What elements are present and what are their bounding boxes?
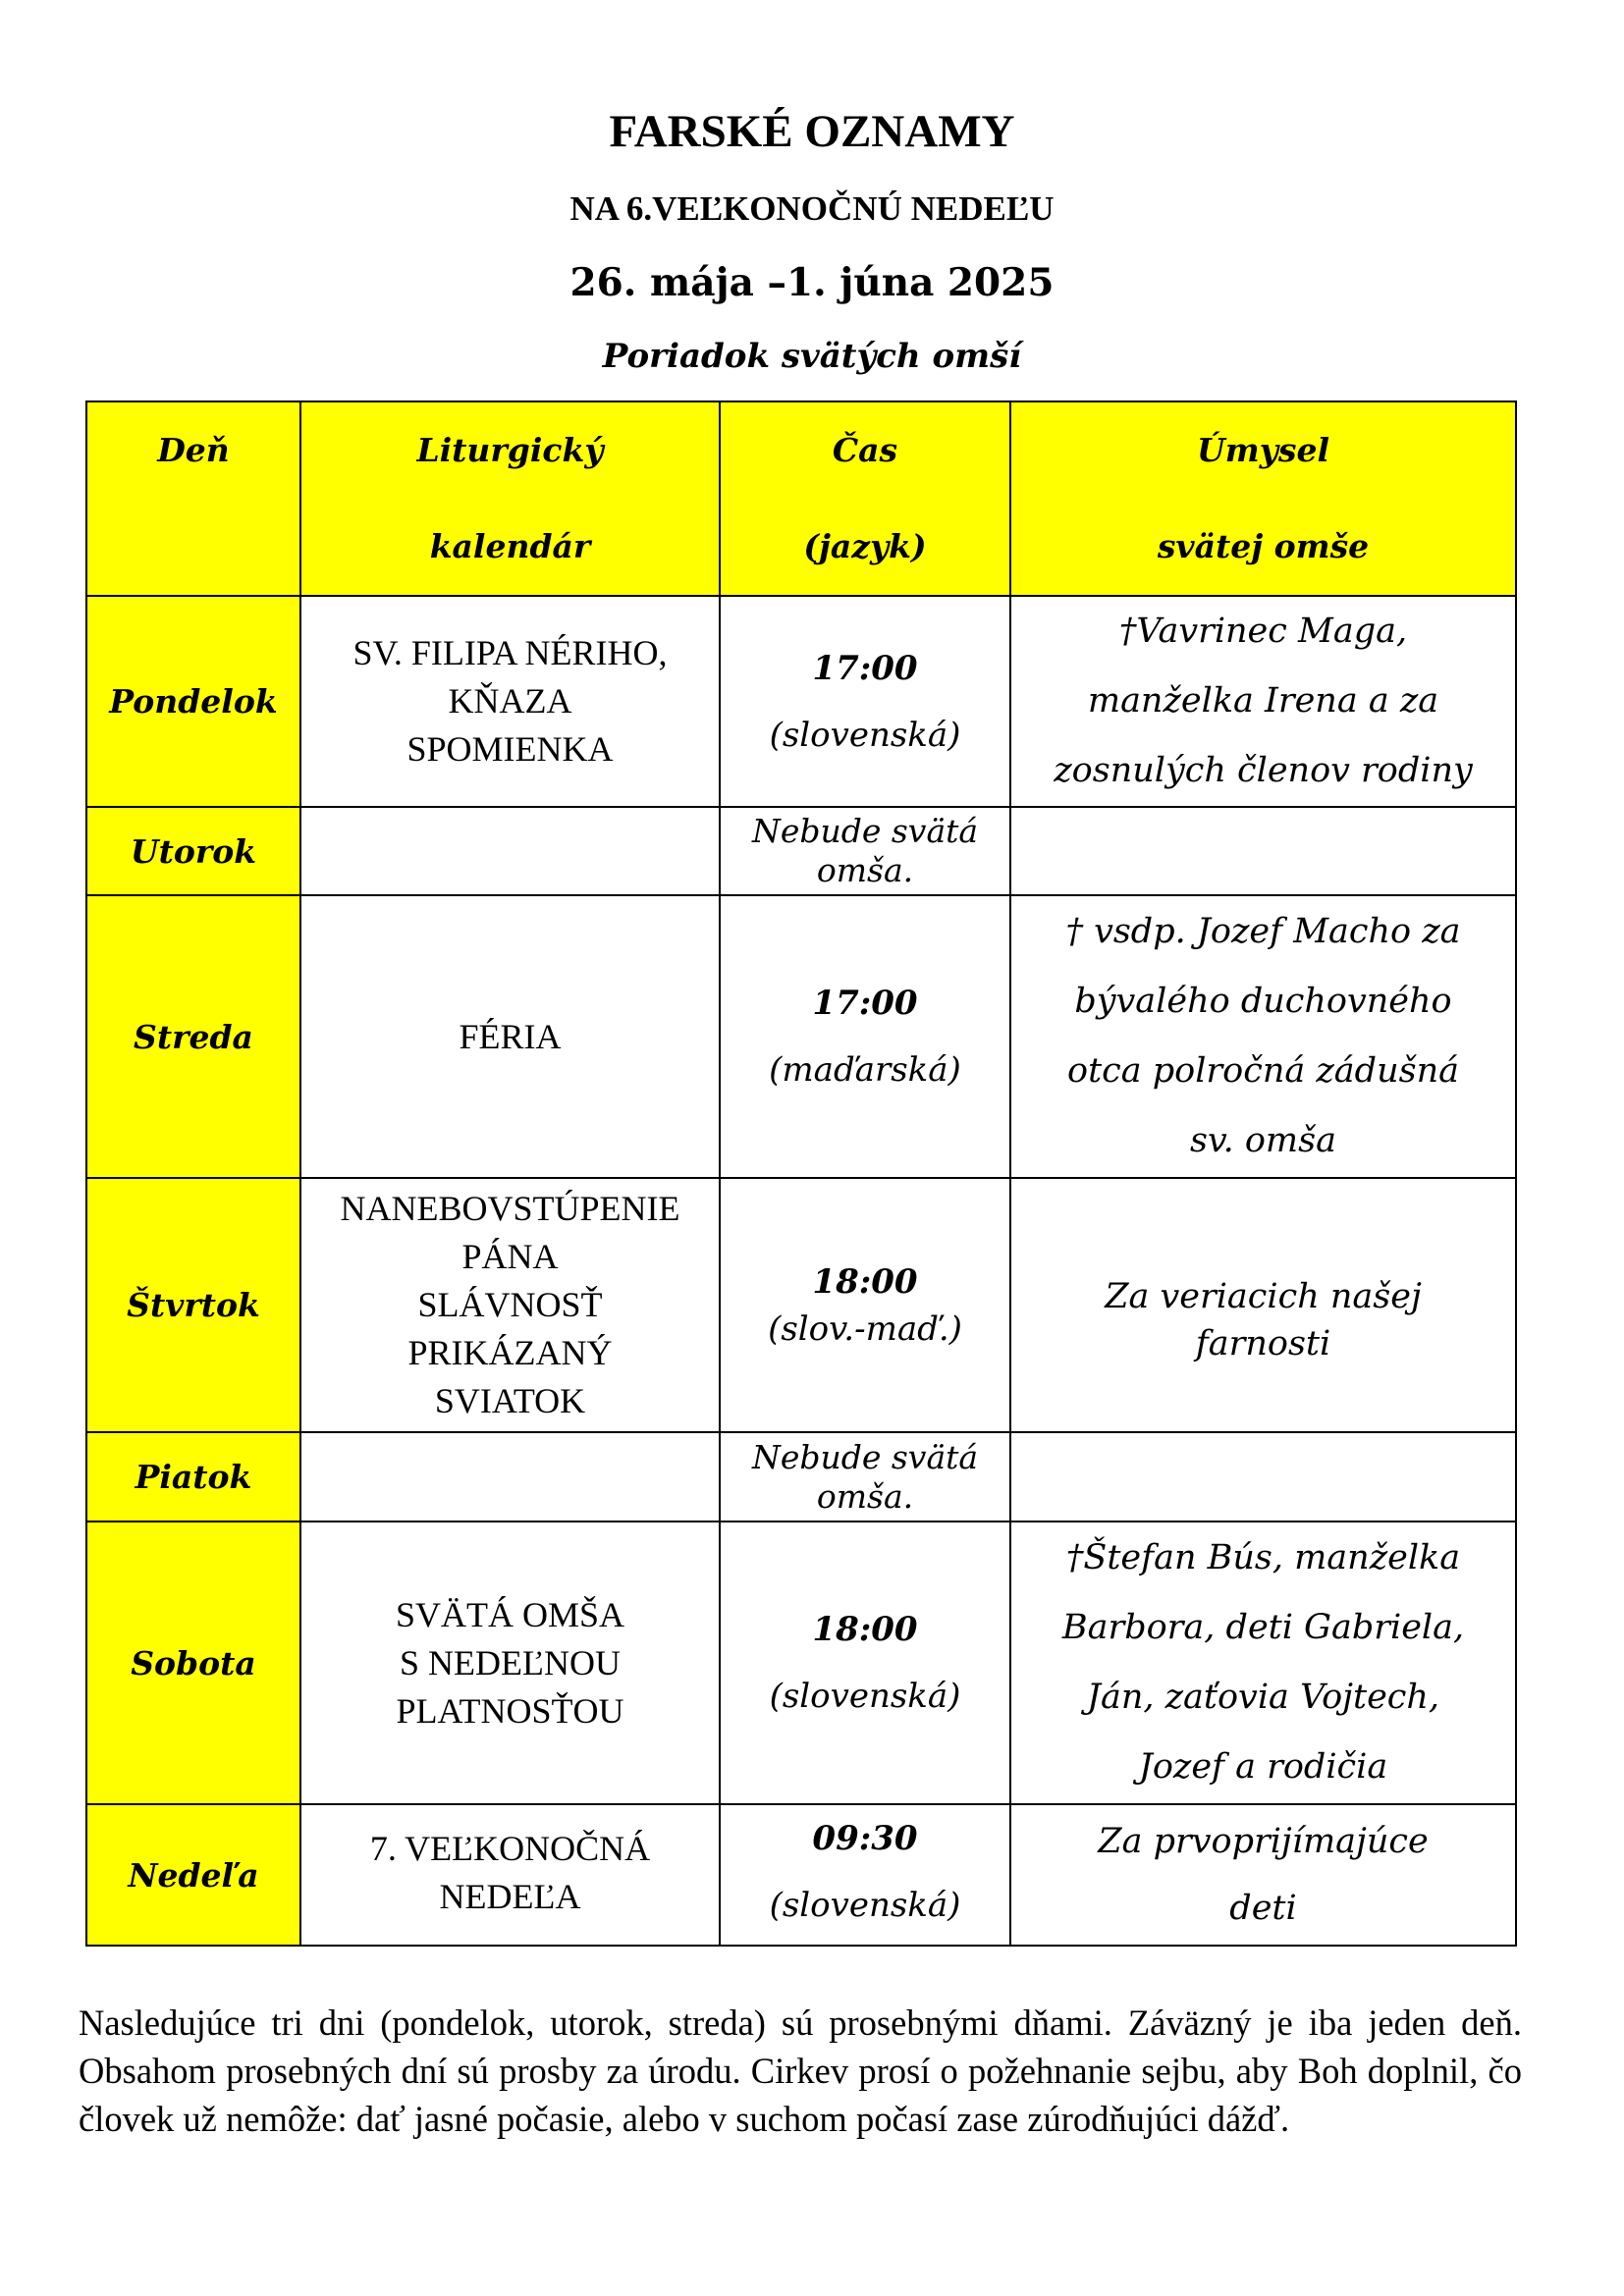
liturgy-line: NEDEĽA	[439, 1877, 581, 1916]
no-mass-note: Nebude svätá omša.	[720, 1432, 1010, 1522]
table-row	[86, 895, 1516, 1178]
liturgy-line: SV. FILIPA NÉRIHO,	[352, 633, 668, 672]
table-row	[86, 807, 1516, 895]
mass-language: (slovenská)	[769, 1886, 961, 1925]
intention-cell	[1010, 1804, 1516, 1946]
date-range: 26. mája –1. júna 2025	[569, 260, 1055, 305]
intention-line: Jozef a rodičia	[1138, 1747, 1388, 1787]
liturgy-cell	[300, 807, 720, 895]
intention-line: bývalého duchovného	[1074, 982, 1452, 1021]
header-time	[720, 401, 1010, 596]
liturgy-line: PÁNA	[461, 1237, 559, 1276]
day-cell: Utorok	[86, 807, 300, 895]
day-cell: Nedeľa	[86, 1804, 300, 1946]
intention-line: sv. omša	[1190, 1121, 1336, 1160]
table-header-row	[86, 401, 1516, 596]
mass-time: 09:30	[812, 1819, 918, 1858]
header-intention-line1: Úmysel	[1197, 431, 1329, 469]
mass-language: (slov.-maď.)	[768, 1308, 962, 1349]
intention-line: Za veriacich našej	[1105, 1276, 1422, 1316]
header-liturgy-line2: kalendár	[429, 527, 591, 565]
day-cell: Sobota	[86, 1522, 300, 1804]
intention-line: Barbora, deti Gabriela,	[1061, 1608, 1465, 1647]
section-title: Poriadok svätých omší	[602, 337, 1022, 376]
liturgy-line: SPOMIENKA	[406, 729, 614, 769]
liturgy-line: SLÁVNOSŤ	[417, 1285, 603, 1324]
table-row	[86, 1522, 1516, 1804]
intention-cell	[1010, 1522, 1516, 1804]
liturgy-cell	[300, 895, 720, 1178]
day-cell: Štvrtok	[86, 1178, 300, 1432]
header-time-line1: Čas	[832, 431, 898, 469]
day-cell: Pondelok	[86, 596, 300, 807]
intention-cell	[1010, 596, 1516, 807]
liturgy-line: KŇAZA	[448, 681, 572, 721]
time-cell	[720, 895, 1010, 1178]
mass-schedule-table	[85, 400, 1517, 1947]
intention-line: deti	[1229, 1889, 1297, 1928]
time-cell	[720, 1804, 1010, 1946]
mass-language: (slovenská)	[769, 1677, 961, 1716]
intention-line: manželka Irena a za	[1087, 681, 1439, 721]
table-row	[86, 1178, 1516, 1432]
table-row	[86, 1432, 1516, 1522]
intention-line: farnosti	[1195, 1323, 1331, 1363]
mass-time: 18:00	[812, 1261, 918, 1302]
page-title: FARSKÉ OZNAMY	[609, 106, 1015, 157]
liturgy-cell	[300, 1804, 720, 1946]
intention-cell	[1010, 1432, 1516, 1522]
rogation-days-note: Nasledujúce tri dni (pondelok, utorok, streda) sú prosebnými dňami. Záväzný je iba jeden deň. Obsahom prosebných dní sú prosby za úrodu. Cirkev prosí o požehnanie sejbu, aby Boh doplnil, čo človek už nemôže: dať jasné počasie, alebo v suchom počasí zase zúrodňujúci dážď.	[79, 2002, 1522, 2139]
header-liturgy	[300, 401, 720, 596]
liturgy-line: NANEBOVSTÚPENIE	[340, 1189, 680, 1228]
liturgy-cell	[300, 1178, 720, 1432]
header-day-line1: Deň	[157, 431, 230, 469]
header-day	[86, 401, 300, 596]
liturgy-line: 7. VEĽKONOČNÁ	[369, 1829, 651, 1868]
liturgy-line: SVIATOK	[434, 1381, 586, 1420]
day-cell: Streda	[86, 895, 300, 1178]
intention-line: † vsdp. Jozef Macho za	[1065, 912, 1461, 951]
page-subtitle: NA 6.VEĽKONOČNÚ NEDEĽU	[569, 189, 1055, 228]
intention-cell	[1010, 807, 1516, 895]
table-row	[86, 1804, 1516, 1946]
liturgy-line: PRIKÁZANÝ	[407, 1333, 613, 1372]
liturgy-cell	[300, 1522, 720, 1804]
intention-cell	[1010, 895, 1516, 1178]
mass-time: 18:00	[812, 1610, 918, 1649]
intention-line: zosnulých členov rodiny	[1054, 751, 1473, 790]
intention-line: †Vavrinec Maga,	[1118, 612, 1408, 651]
mass-language: (maďarská)	[769, 1050, 961, 1090]
header-intention	[1010, 401, 1516, 596]
header-liturgy-line1: Liturgický	[416, 431, 604, 469]
mass-language: (slovenská)	[769, 715, 961, 755]
intention-cell	[1010, 1178, 1516, 1432]
liturgy-line: SVÄTÁ OMŠA	[395, 1594, 625, 1634]
table-row	[86, 596, 1516, 807]
no-mass-note: Nebude svätá omša.	[720, 807, 1010, 895]
day-cell: Piatok	[86, 1432, 300, 1522]
intention-line: Ján, zaťovia Vojtech,	[1086, 1678, 1440, 1717]
header-time-line2: (jazyk)	[803, 527, 927, 565]
header-intention-line2: svätej omše	[1157, 527, 1370, 565]
liturgy-cell	[300, 596, 720, 807]
time-cell	[720, 1522, 1010, 1804]
intention-line: Za prvoprijímajúce	[1098, 1822, 1429, 1861]
mass-time: 17:00	[812, 648, 918, 688]
intention-line: otca polročná zádušná	[1067, 1051, 1459, 1091]
liturgy-line: S NEDEĽNOU	[400, 1642, 621, 1682]
time-cell	[720, 596, 1010, 807]
liturgy-line: PLATNOSŤOU	[396, 1690, 624, 1731]
intention-line: †Štefan Bús, manželka	[1065, 1538, 1461, 1577]
liturgy-cell	[300, 1432, 720, 1522]
mass-time: 17:00	[812, 984, 918, 1023]
liturgy-line: FÉRIA	[459, 1016, 562, 1056]
time-cell	[720, 1178, 1010, 1432]
